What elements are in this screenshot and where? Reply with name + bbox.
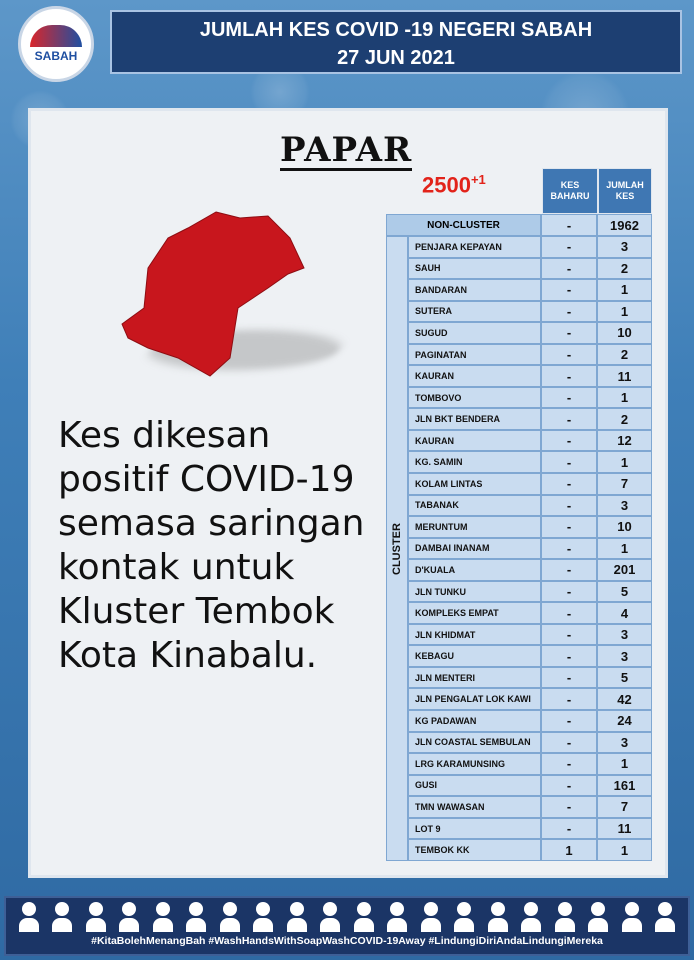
cluster-new: - bbox=[541, 688, 597, 710]
logo-text: SABAH bbox=[34, 49, 78, 63]
cluster-name: KAURAN bbox=[408, 365, 541, 387]
cluster-new: - bbox=[541, 408, 597, 430]
cluster-name: JLN MENTERI bbox=[408, 667, 541, 689]
cluster-new: - bbox=[541, 581, 597, 603]
table-row bbox=[408, 839, 652, 861]
cluster-total: 1 bbox=[597, 279, 652, 301]
cluster-total: 1 bbox=[597, 451, 652, 473]
cluster-name: TOMBOVO bbox=[408, 387, 541, 409]
cluster-name: SUTERA bbox=[408, 301, 541, 323]
person-icon bbox=[52, 902, 72, 932]
person-icon bbox=[454, 902, 474, 932]
cluster-new: - bbox=[541, 387, 597, 409]
cluster-new: - bbox=[541, 753, 597, 775]
cluster-name: KEBAGU bbox=[408, 645, 541, 667]
cluster-new: - bbox=[541, 344, 597, 366]
cluster-total: 5 bbox=[597, 667, 652, 689]
person-icon bbox=[387, 902, 407, 932]
table-row bbox=[408, 301, 652, 323]
cluster-total: 3 bbox=[597, 645, 652, 667]
table-row bbox=[408, 236, 652, 258]
hashtags: #KitaBolehMenangBah #WashHandsWithSoapWashCOVID-19Away #LindungiDiriAndaLindungiMereka bbox=[91, 935, 603, 947]
cluster-total: 2 bbox=[597, 408, 652, 430]
person-icon bbox=[421, 902, 441, 932]
table-row bbox=[408, 624, 652, 646]
non-cluster-new: - bbox=[541, 214, 597, 236]
frontliner-icons bbox=[6, 898, 688, 932]
cluster-new: - bbox=[541, 538, 597, 560]
table-row bbox=[408, 387, 652, 409]
cluster-total: 3 bbox=[597, 236, 652, 258]
col-header-new: KES BAHARU bbox=[542, 168, 598, 214]
cluster-total: 7 bbox=[597, 473, 652, 495]
table-row bbox=[408, 538, 652, 560]
cluster-name: KG. SAMIN bbox=[408, 451, 541, 473]
cluster-total: 7 bbox=[597, 796, 652, 818]
person-icon bbox=[86, 902, 106, 932]
cluster-total: 1 bbox=[597, 301, 652, 323]
cluster-new: - bbox=[541, 559, 597, 581]
cluster-total: 1 bbox=[597, 839, 652, 861]
page-title bbox=[110, 10, 682, 74]
cluster-new: - bbox=[541, 495, 597, 517]
case-description: Kes dikesan positif COVID-19 semasa saringan kontak untuk Kluster Tembok Kota Kinabalu. bbox=[58, 415, 365, 676]
cluster-name: JLN PENGALAT LOK KAWI bbox=[408, 688, 541, 710]
cluster-new: - bbox=[541, 667, 597, 689]
total-value: 2500 bbox=[422, 172, 471, 198]
table-row bbox=[408, 430, 652, 452]
district-total bbox=[422, 172, 486, 198]
table-row bbox=[408, 688, 652, 710]
non-cluster-total: 1962 bbox=[597, 214, 652, 236]
cluster-name: KOLAM LINTAS bbox=[408, 473, 541, 495]
cluster-new: - bbox=[541, 624, 597, 646]
non-cluster-row bbox=[386, 214, 652, 236]
table-row bbox=[408, 365, 652, 387]
cluster-name: KAURAN bbox=[408, 430, 541, 452]
person-icon bbox=[521, 902, 541, 932]
cluster-total: 10 bbox=[597, 322, 652, 344]
table-row bbox=[408, 775, 652, 797]
table-row bbox=[408, 559, 652, 581]
table-row bbox=[408, 753, 652, 775]
cluster-new: - bbox=[541, 775, 597, 797]
cluster-name: JLN COASTAL SEMBULAN bbox=[408, 732, 541, 754]
cluster-label-text: CLUSTER bbox=[391, 522, 404, 575]
cluster-total: 42 bbox=[597, 688, 652, 710]
cluster-name: DAMBAI INANAM bbox=[408, 538, 541, 560]
cluster-total: 2 bbox=[597, 258, 652, 280]
cluster-total: 11 bbox=[597, 365, 652, 387]
person-icon bbox=[153, 902, 173, 932]
cluster-total: 1 bbox=[597, 387, 652, 409]
person-icon bbox=[19, 902, 39, 932]
person-icon bbox=[488, 902, 508, 932]
table-row bbox=[408, 473, 652, 495]
cluster-new: - bbox=[541, 473, 597, 495]
table-row bbox=[408, 322, 652, 344]
person-icon bbox=[588, 902, 608, 932]
cluster-name: LRG KARAMUNSING bbox=[408, 753, 541, 775]
cluster-new: - bbox=[541, 818, 597, 840]
table-row bbox=[408, 732, 652, 754]
non-cluster-label: NON-CLUSTER bbox=[386, 214, 541, 236]
cluster-total: 161 bbox=[597, 775, 652, 797]
table-row bbox=[408, 645, 652, 667]
cluster-new: - bbox=[541, 365, 597, 387]
person-icon bbox=[287, 902, 307, 932]
person-icon bbox=[119, 902, 139, 932]
cluster-name: GUSI bbox=[408, 775, 541, 797]
logo-emblem bbox=[30, 25, 82, 47]
cluster-name: JLN KHIDMAT bbox=[408, 624, 541, 646]
cluster-total: 10 bbox=[597, 516, 652, 538]
cluster-new: - bbox=[541, 279, 597, 301]
cluster-new: - bbox=[541, 732, 597, 754]
cluster-name: JLN TUNKU bbox=[408, 581, 541, 603]
cluster-name: MERUNTUM bbox=[408, 516, 541, 538]
cluster-total: 4 bbox=[597, 602, 652, 624]
table-row bbox=[408, 667, 652, 689]
table-row bbox=[408, 581, 652, 603]
cluster-new: - bbox=[541, 430, 597, 452]
table-row bbox=[408, 516, 652, 538]
cluster-new: - bbox=[541, 710, 597, 732]
cluster-table bbox=[408, 236, 652, 861]
cluster-total: 3 bbox=[597, 495, 652, 517]
table-row bbox=[408, 796, 652, 818]
cluster-new: - bbox=[541, 645, 597, 667]
table-row bbox=[408, 602, 652, 624]
table-row bbox=[408, 408, 652, 430]
cluster-total: 11 bbox=[597, 818, 652, 840]
cluster-total: 24 bbox=[597, 710, 652, 732]
cluster-name: LOT 9 bbox=[408, 818, 541, 840]
cluster-total: 1 bbox=[597, 538, 652, 560]
cluster-new: 1 bbox=[541, 839, 597, 861]
total-increment: +1 bbox=[470, 172, 486, 187]
cluster-new: - bbox=[541, 236, 597, 258]
title-line-2: 27 JUN 2021 bbox=[337, 47, 455, 69]
person-icon bbox=[354, 902, 374, 932]
table-row bbox=[408, 710, 652, 732]
cluster-name: KG PADAWAN bbox=[408, 710, 541, 732]
table-row bbox=[408, 495, 652, 517]
person-icon bbox=[555, 902, 575, 932]
cluster-total: 12 bbox=[597, 430, 652, 452]
footer-banner bbox=[4, 896, 690, 956]
cluster-total: 3 bbox=[597, 732, 652, 754]
cluster-name: SAUH bbox=[408, 258, 541, 280]
person-icon bbox=[253, 902, 273, 932]
cluster-new: - bbox=[541, 516, 597, 538]
district-name: PAPAR bbox=[280, 130, 413, 170]
table-row bbox=[408, 258, 652, 280]
table-row bbox=[408, 451, 652, 473]
cluster-new: - bbox=[541, 451, 597, 473]
cluster-name: PENJARA KEPAYAN bbox=[408, 236, 541, 258]
district-map-icon bbox=[118, 208, 308, 378]
cluster-name: PAGINATAN bbox=[408, 344, 541, 366]
person-icon bbox=[622, 902, 642, 932]
title-line-1: JUMLAH KES COVID -19 NEGERI SABAH bbox=[199, 19, 593, 41]
person-icon bbox=[186, 902, 206, 932]
cluster-total: 1 bbox=[597, 753, 652, 775]
cluster-total: 201 bbox=[597, 559, 652, 581]
cluster-name: D'KUALA bbox=[408, 559, 541, 581]
cluster-total: 3 bbox=[597, 624, 652, 646]
cluster-name: TMN WAWASAN bbox=[408, 796, 541, 818]
cluster-total: 5 bbox=[597, 581, 652, 603]
cluster-name: JLN BKT BENDERA bbox=[408, 408, 541, 430]
cluster-new: - bbox=[541, 322, 597, 344]
col-header-total: JUMLAH KES bbox=[598, 168, 652, 214]
cluster-new: - bbox=[541, 301, 597, 323]
cluster-label bbox=[386, 236, 408, 861]
person-icon bbox=[320, 902, 340, 932]
cluster-name: BANDARAN bbox=[408, 279, 541, 301]
cluster-name: KOMPLEKS EMPAT bbox=[408, 602, 541, 624]
cluster-new: - bbox=[541, 602, 597, 624]
cluster-total: 2 bbox=[597, 344, 652, 366]
cluster-name: TEMBOK KK bbox=[408, 839, 541, 861]
cluster-name: TABANAK bbox=[408, 495, 541, 517]
person-icon bbox=[220, 902, 240, 932]
cluster-new: - bbox=[541, 258, 597, 280]
person-icon bbox=[655, 902, 675, 932]
sabah-logo bbox=[18, 6, 94, 82]
table-row bbox=[408, 818, 652, 840]
table-row bbox=[408, 279, 652, 301]
cluster-name: SUGUD bbox=[408, 322, 541, 344]
cluster-new: - bbox=[541, 796, 597, 818]
table-row bbox=[408, 344, 652, 366]
